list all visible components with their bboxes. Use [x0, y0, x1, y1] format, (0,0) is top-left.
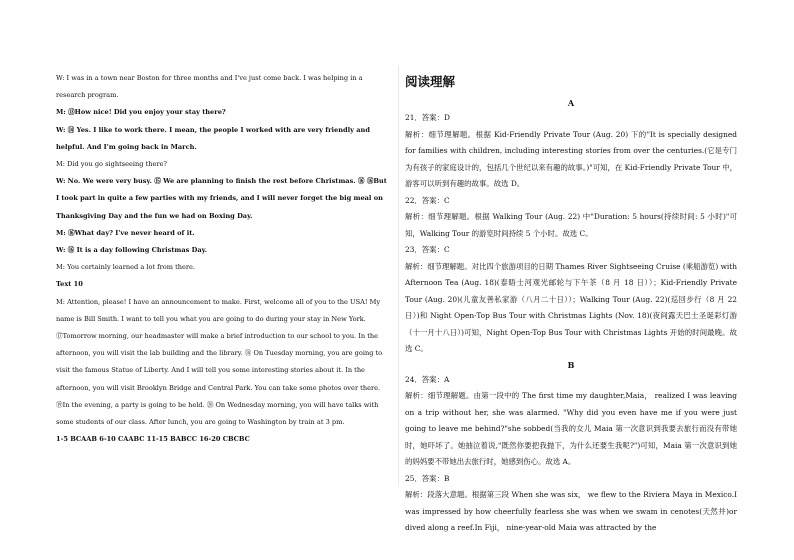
- dialogue-line: M: ⑬How nice! Did you enjoy your stay there?: [56, 108, 226, 117]
- answer-25: 25．答案：B: [405, 473, 450, 483]
- dialogue-line: M: Did you go sightseeing there?: [56, 160, 167, 169]
- answer-22: 22．答案：C: [405, 195, 450, 205]
- dialogue-line: W: ⑭ Yes. I like to work there. I mean, the people I worked with are very friendly and helpful. And I'm going back in March.: [56, 125, 370, 151]
- answer-23: 23．答案：C: [405, 245, 450, 254]
- column-divider: [398, 65, 399, 485]
- explanation-21: 解析：细节理解题。根据 Kid-Friendly Private Tour (Aug. 20) 下的"It is specially designed for families with children, including interesting stories from over the centuries.(它是专门为有孩子的家庭设计的，包括几个世纪以来有趣的故事。)"可知，在 Kid-Friendly Private Tour 中，游客可以听到有趣的故事。故选 D。: [405, 129, 737, 188]
- section-title: 阅读理解: [405, 74, 456, 89]
- text-heading: Text 10: [56, 280, 83, 289]
- part-a-heading: A: [567, 98, 575, 108]
- dialogue-line: M: ⑯What day? I've never heard of it.: [56, 228, 195, 237]
- part-b-heading: B: [567, 359, 575, 370]
- dialogue-line: M: You certainly learned a lot from there.: [56, 263, 196, 272]
- announcement-paragraph: M: Attention, please! I have an announcement to make. First, welcome all of you to the USA! My name is Bill Smith. I want to tell you what you are going to do during your stay in New York. ⑰Tomorrow morning, our headmaster will make a brief introduction to our school to you. In the afternoon, you will visit the lab building and the library. ⑱ On Tuesday morning, you are going to visit the famous Statue of Liberty. And I will tell you some interesting stories about it. In the afternoon, you will visit Brooklyn Bridge and Central Park. You can take some photos over there. ⑲In the evening, a party is going to be held. ⑳ On Wednesday morning, you will have talks with some students of our class. After lunch, you are going to Washington by train at 3 pm.: [56, 297, 383, 427]
- answer-24: 24．答案：A: [405, 374, 450, 384]
- explanation-22: 解析：细节理解题。根据 Walking Tour (Aug. 22) 中"Duration: 5 hours(持续时间: 5 小时)"可知，Walking Tour 的游览时间持续 5 个小时。故选 C。: [405, 212, 737, 238]
- dialogue-line: W: ⑯ It is a day following Christmas Day.: [56, 246, 208, 255]
- explanation-25: 解析：段落大意题。根据第三段 When she was six， we flew to the Riviera Maya in Mexico.I was impressed by how cheerfully fearless she was when we swam in cenotes(天然井)or dived along a reef.In Fiji， nine-year-old Maia was attracted by the: [405, 490, 737, 532]
- dialogue-line: W: I was in a town near Boston for three months and I've just come back. I was helping in a research program.: [56, 74, 363, 100]
- dialogue-line: W: No. We were very busy. ⑮ We are planning to finish the rest before Christmas. ⑯ ⑯But I took part in quite a few parties with my friends, and I will never forget the big meal on Thanksgiving Day and the fun we had on Boxing Day.: [56, 177, 387, 220]
- reading-answers-column: [405, 72, 737, 537]
- answer-key: 1-5 BCAAB 6-10 CAABC 11-15 BABCC 16-20 CBCBC: [56, 435, 250, 444]
- listening-transcript-column: [56, 70, 392, 448]
- answer-21: 21．答案：D: [405, 113, 450, 122]
- explanation-23: 解析：细节理解题。对比四个旅游项目的日期 Thames River Sightseeing Cruise (乘船游览) with Afternoon Tea (Aug. 18)(泰晤士河观光邮轮与下午茶（8 月 18 日））；Kid-Friendly Private Tour (Aug. 20)(儿童友善私家游（八月二十日））；Walking Tour (Aug. 22)(巡回步行（8 月 22 日）)和 Night Open-Top Bus Tour with Christmas Lights (Nov. 18)(夜间露天巴士圣诞彩灯游（十一月十八日）)可知，Night Open-Top Bus Tour with Christmas Lights 开始的时间最晚。故选 C。: [405, 261, 737, 353]
- explanation-24: 解析：细节理解题。由第一段中的 The first time my daughter,Maia， realized I was leaving on a trip without her, she was alarmed. "Why did you even have me if you were just going to leave me behind?"she sobbed(当我的女儿 Maia 第一次意识到我要去旅行而没有带她时，她吓坏了。她抽泣着说,"既然你要把我抛下，为什么还要生我呢?")可知，Maia 第一次意识到她的妈妈要不带她出去旅行时，她感到伤心。故选 A。: [405, 391, 737, 466]
